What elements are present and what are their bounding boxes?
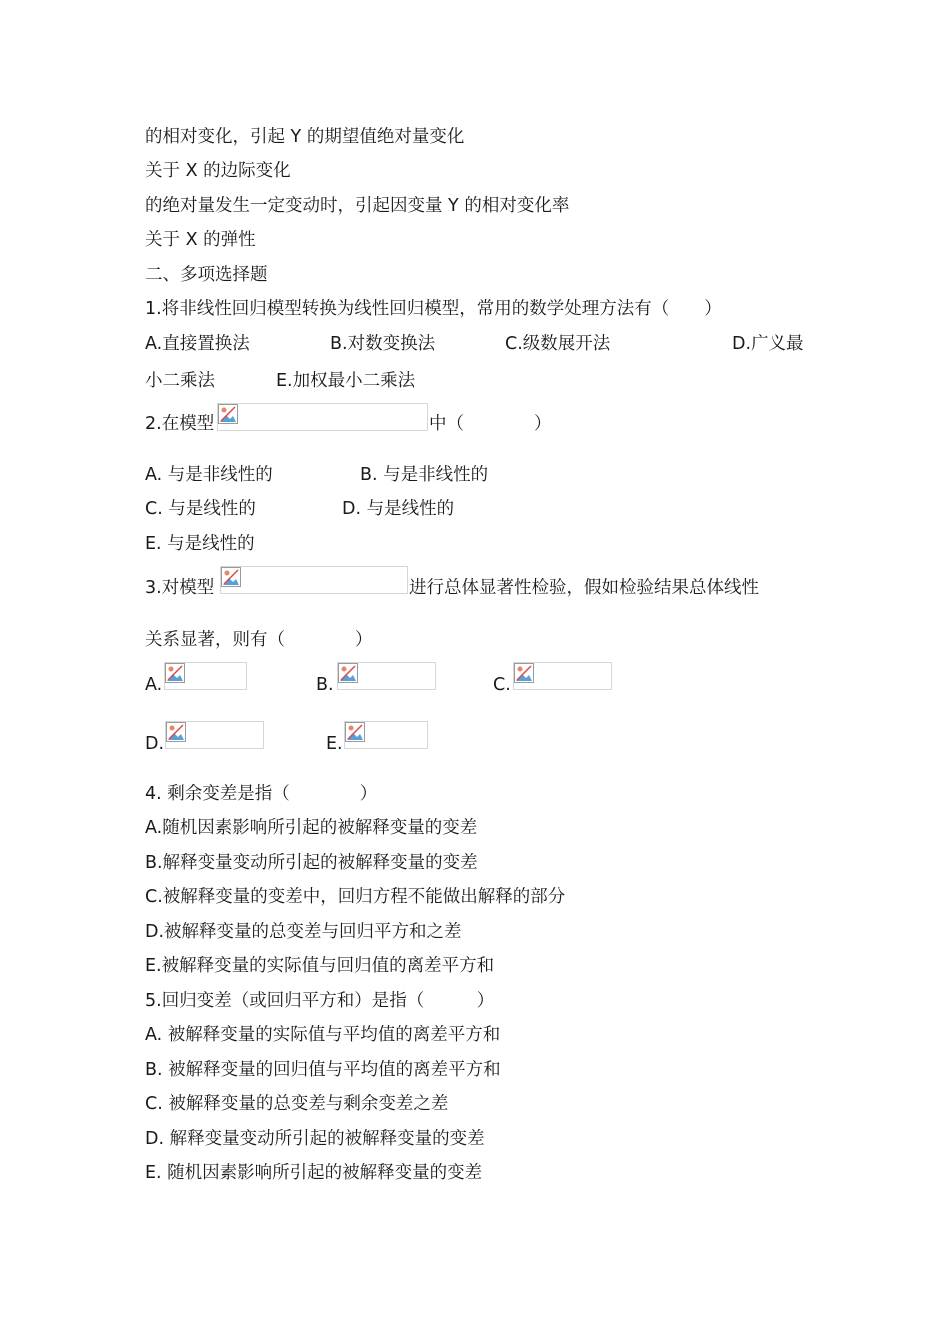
q1-option-e: E.加权最小二乘法 [276,371,416,391]
q2-option-e: E. 与是线性的 [145,534,255,554]
q3-option-b-image [337,662,436,690]
q3-option-c-label: C. [493,675,511,695]
q1-option-c: C.级数展开法 [505,334,611,354]
broken-image-icon [338,663,358,683]
q3-option-e-image [344,721,428,749]
question-4-stem: 4. 剩余变差是指（ ） [145,784,378,804]
q5-option-a: A. 被解释变量的实际值与平均值的离差平方和 [145,1025,501,1045]
question-3-prefix: 3.对模型 [145,578,215,598]
q3-option-d-label: D. [145,734,165,754]
q2-option-a: A. 与是非线性的 [145,465,273,485]
broken-image-icon [221,567,241,587]
text-line-3: 的绝对量发生一定变动时，引起因变量 Y 的相对变化率 [145,196,570,216]
text-line-4: 关于 X 的弹性 [145,230,256,250]
q2-option-d: D. 与是线性的 [342,499,455,519]
q5-option-e: E. 随机因素影响所引起的被解释变量的变差 [145,1163,483,1183]
q3-option-e-label: E. [326,734,343,754]
q2-model-formula-image [217,403,428,431]
question-5-stem: 5.回归变差（或回归平方和）是指（ ） [145,991,495,1011]
q4-option-d: D.被解释变量的总变差与回归平方和之差 [145,922,462,942]
q3-option-c-image [513,662,612,690]
question-1-stem: 1.将非线性回归模型转换为线性回归模型，常用的数学处理方法有（ ） [145,299,722,319]
broken-image-icon [218,404,238,424]
q3-option-a-image [164,662,247,690]
broken-image-icon [514,663,534,683]
q4-option-e: E.被解释变量的实际值与回归值的离差平方和 [145,956,495,976]
broken-image-icon [166,722,186,742]
question-3-continued: 关系显著，则有（ ） [145,630,373,650]
q5-option-d: D. 解释变量变动所引起的被解释变量的变差 [145,1129,485,1149]
broken-image-icon [165,663,185,683]
q3-option-d-image [165,721,264,749]
q1-option-b: B.对数变换法 [330,334,436,354]
question-2-suffix: 中（ ） [429,414,552,434]
q4-option-c: C.被解释变量的变差中，回归方程不能做出解释的部分 [145,887,566,907]
q3-option-b-label: B. [316,675,334,695]
q5-option-b: B. 被解释变量的回归值与平均值的离差平方和 [145,1060,501,1080]
question-3-suffix: 进行总体显著性检验，假如检验结果总体线性 [409,578,759,598]
q3-model-formula-image [220,566,408,594]
broken-image-icon [345,722,365,742]
q5-option-c: C. 被解释变量的总变差与剩余变差之差 [145,1094,449,1114]
q4-option-a: A.随机因素影响所引起的被解释变量的变差 [145,818,478,838]
question-2-prefix: 2.在模型 [145,414,215,434]
q1-option-a: A.直接置换法 [145,334,250,354]
q3-option-a-label: A. [145,675,163,695]
q4-option-b: B.解释变量变动所引起的被解释变量的变差 [145,853,478,873]
text-line-2: 关于 X 的边际变化 [145,161,291,181]
q1-option-d-continued: 小二乘法 [145,371,215,391]
q2-option-c: C. 与是线性的 [145,499,256,519]
q1-option-d: D.广义最 [732,334,804,354]
text-line-1: 的相对变化，引起 Y 的期望值绝对量变化 [145,127,465,147]
q2-option-b: B. 与是非线性的 [360,465,489,485]
section-title: 二、多项选择题 [145,265,268,285]
